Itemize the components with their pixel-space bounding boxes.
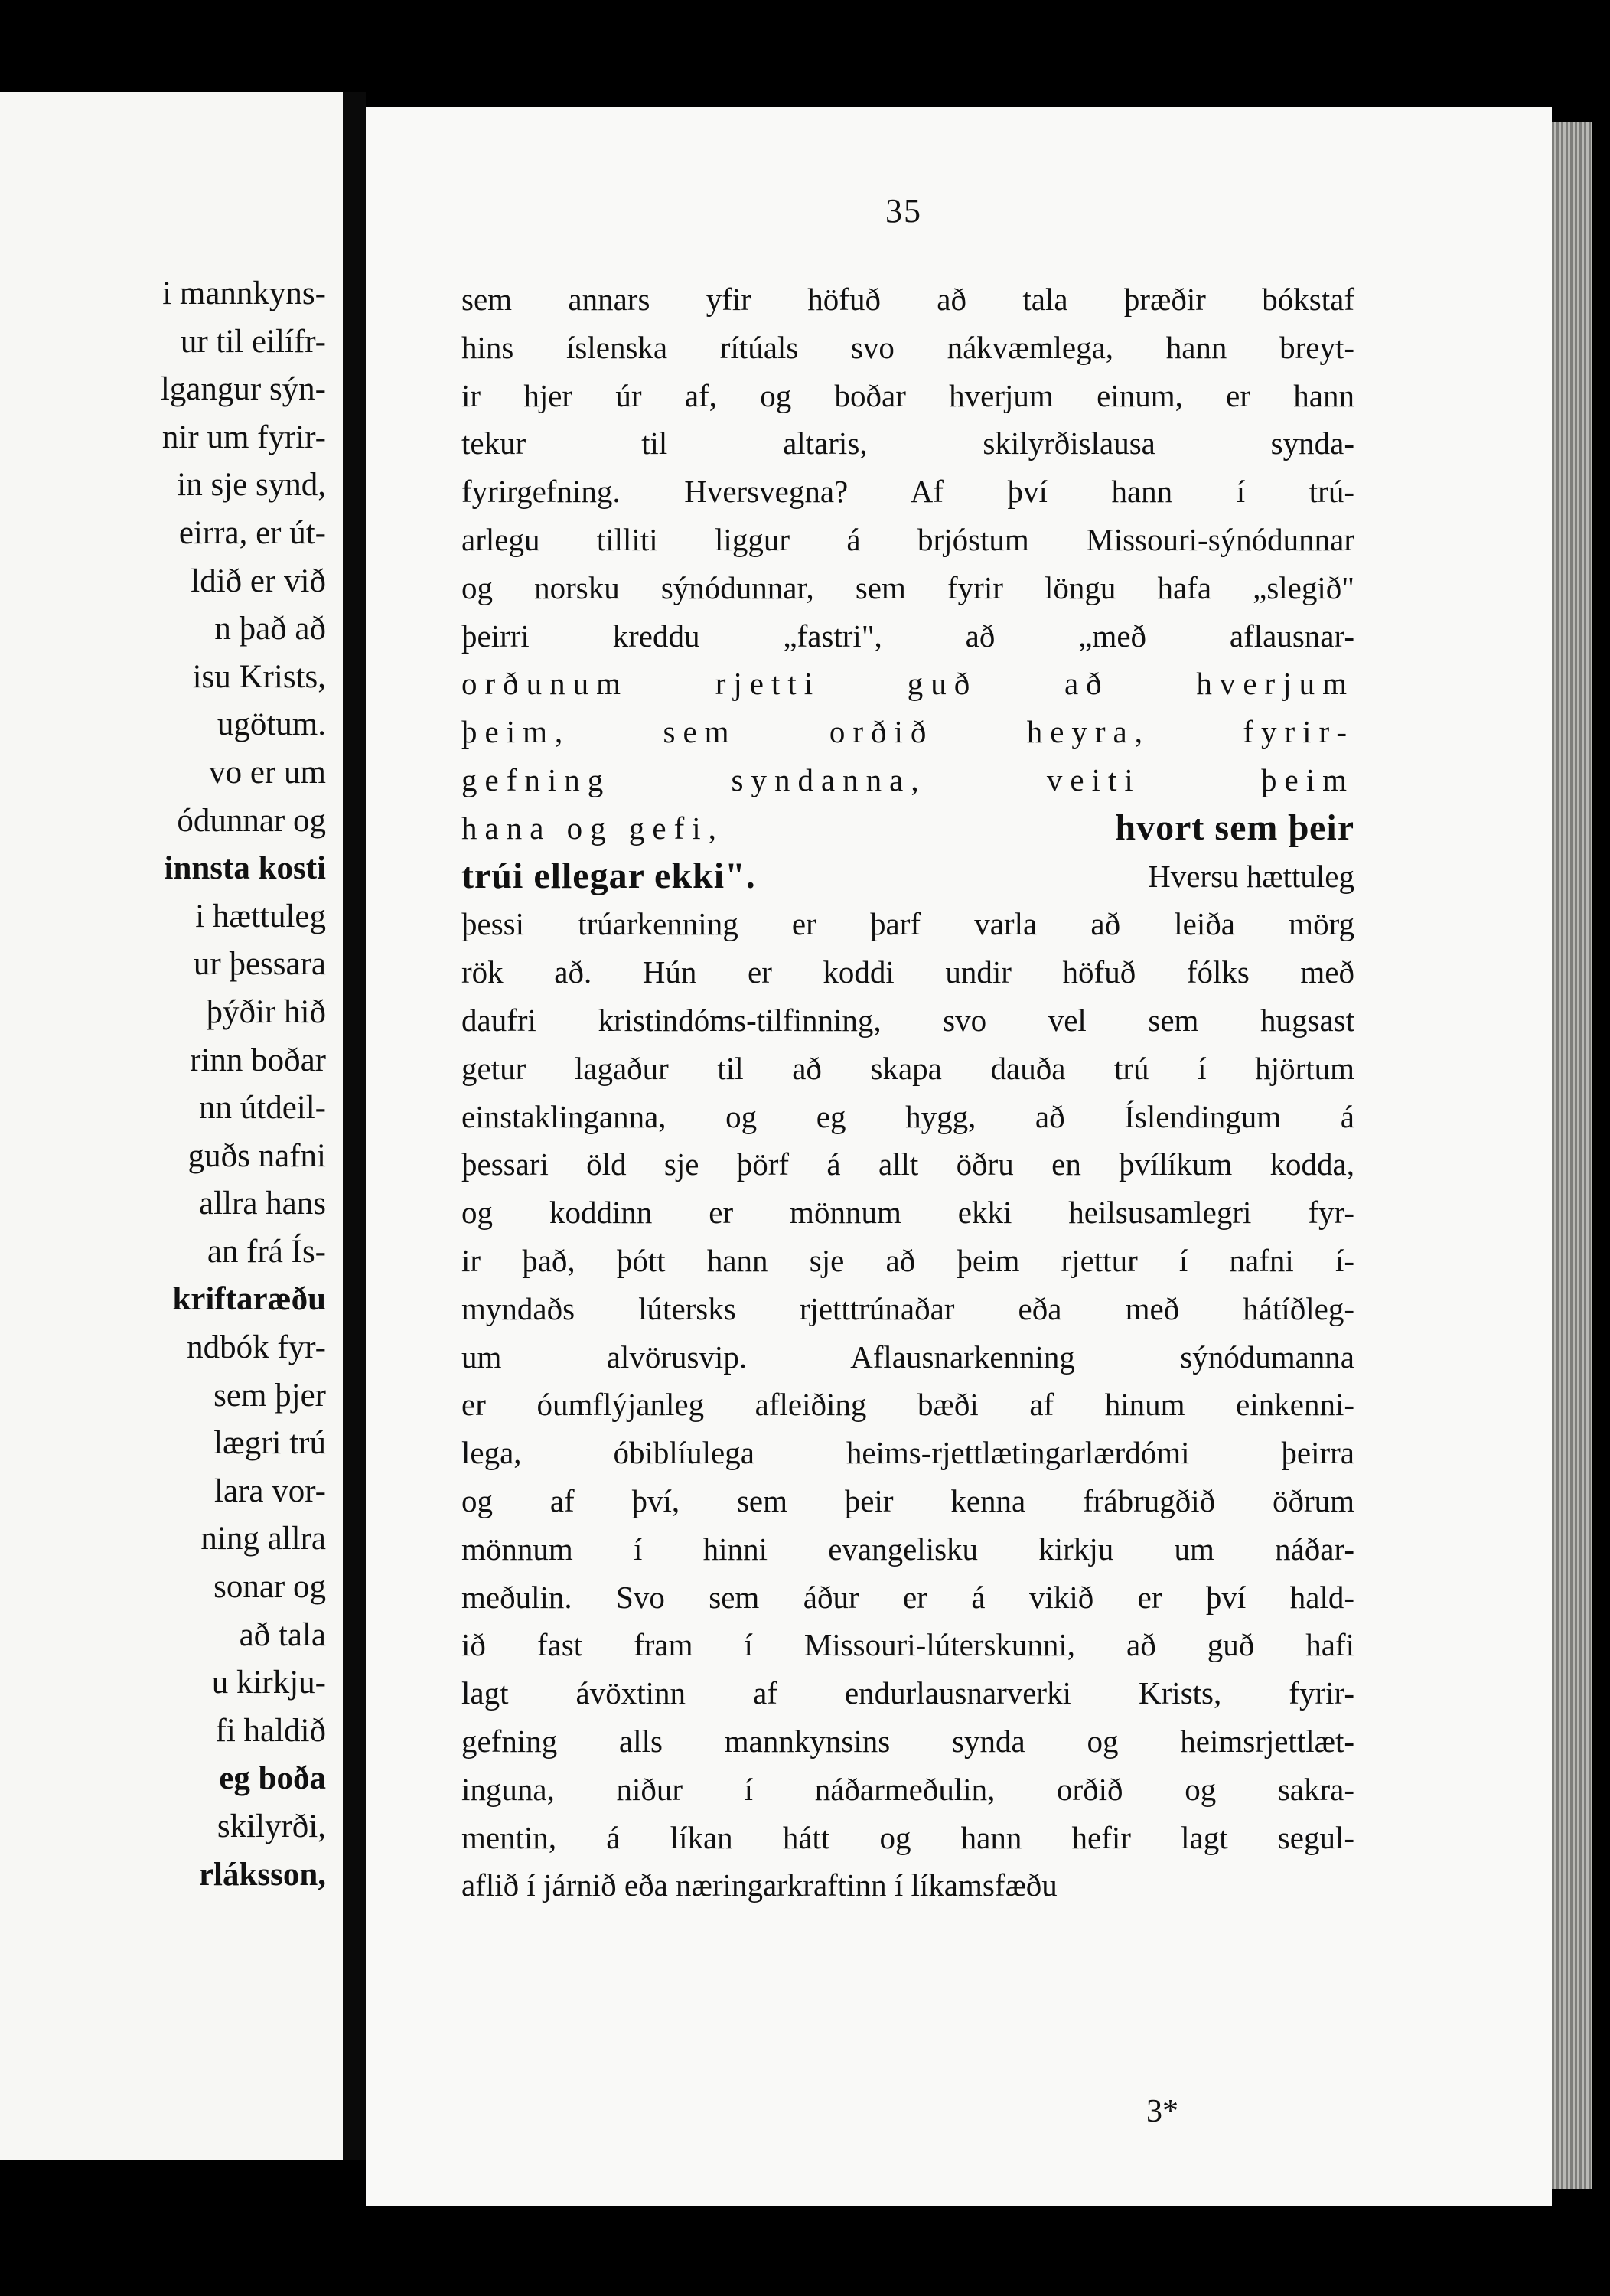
left-page-line: guðs nafni — [187, 1137, 326, 1174]
regular-phrase: Hversu hættuleg — [1148, 858, 1354, 894]
text-line: einstaklinganna, og eg hygg, að Íslendingum á — [461, 1098, 1354, 1134]
left-page-line: nn útdeil- — [199, 1090, 326, 1127]
text-line-mixed — [461, 804, 1354, 853]
left-page-line: ning allra — [200, 1521, 326, 1557]
left-page-line: lgangur sýn- — [160, 371, 326, 408]
left-page-line: sem þjer — [213, 1377, 326, 1414]
text-line: ir hjer úr af, og boðar hverjum einum, er hann — [461, 377, 1354, 413]
text-line: og koddinn er mönnum ekki heilsusamlegri fyr- — [461, 1195, 1354, 1231]
text-line: arlegu tilliti liggur á brjóstum Missouri-sýnódunnar — [461, 521, 1354, 557]
text-line: aflið í járnið eða næringarkraftinn í líkamsfæðu — [461, 1867, 1058, 1903]
left-page-line: ldið er við — [191, 563, 326, 599]
text-line: lagt ávöxtinn af endurlausnarverki Krists, fyrir- — [461, 1675, 1354, 1711]
text-line: tekur til altaris, skilyrðislausa synda- — [461, 426, 1354, 461]
page-body-text — [461, 276, 1354, 1910]
text-line: þeirri kreddu „fastri", að „með aflausnar- — [461, 618, 1354, 654]
left-page-line: að tala — [239, 1616, 326, 1653]
left-page-line: an frá Ís- — [207, 1233, 326, 1270]
text-line: er óumflýjanleg afleiðing bæði af hinum einkenni- — [461, 1387, 1354, 1423]
text-line: rök að. Hún er koddi undir höfuð fólks með — [461, 954, 1354, 990]
left-page-line: i mannkyns- — [162, 276, 326, 311]
text-line: inguna, niður í náðarmeðulin, orðið og sakra- — [461, 1771, 1354, 1807]
left-page-line: allra hans — [199, 1186, 326, 1222]
text-line: ir það, þótt hann sje að þeim rjettur í nafni í- — [461, 1242, 1354, 1278]
left-page-line: n það að — [214, 611, 326, 647]
text-line-spaced: gefning syndanna, veiti þeim — [461, 762, 1354, 797]
left-page-line: rinn boðar — [190, 1042, 326, 1078]
bold-phrase: hvort sem þeir — [1115, 807, 1354, 848]
text-line: og norsku sýnódunnar, sem fyrir löngu hafa „slegið" — [461, 569, 1354, 605]
left-page-line: in sje synd, — [177, 467, 326, 504]
left-page-line: isu Krists, — [192, 658, 326, 695]
text-line: hins íslenska rítúals svo nákvæmlega, hann breyt- — [461, 329, 1354, 365]
spaced-phrase: hana og gefi, — [461, 810, 724, 846]
left-page-line: ur þessara — [193, 946, 326, 983]
left-page-line: rláksson, — [198, 1856, 326, 1893]
left-page-line: ódunnar og — [177, 802, 326, 839]
bold-phrase: trúi ellegar ekki". — [461, 855, 756, 896]
left-page-line: i hættuleg — [195, 898, 326, 934]
left-page-line: nir um fyrir- — [161, 419, 326, 455]
signature-mark: 3* — [1146, 2094, 1178, 2129]
left-page-line: eg boða — [219, 1760, 326, 1797]
text-line: ið fast fram í Missouri-lúterskunni, að guð hafi — [461, 1627, 1354, 1663]
text-line: lega, óbiblíulega heims-rjettlætingarlærdómi þeirra — [461, 1435, 1354, 1471]
text-line: mönnum í hinni evangelisku kirkju um náðar- — [461, 1531, 1354, 1567]
left-page-line: vo er um — [209, 754, 326, 791]
left-page-line: eirra, er út- — [178, 514, 326, 551]
left-page-line: ndbók fyr- — [187, 1329, 326, 1366]
left-page-line: ugötum. — [217, 706, 326, 743]
text-line: þessari öld sje þörf á allt öðru en þvílíkum kodda, — [461, 1146, 1354, 1182]
text-line: um alvörusvip. Aflausnarkenning sýnódumanna — [461, 1339, 1354, 1375]
text-line: myndaðs lútersks rjetttrúnaðar eða með hátíðleg- — [461, 1290, 1354, 1326]
page-edge-stack — [1552, 122, 1592, 2189]
left-page-line: innsta kosti — [164, 850, 326, 887]
text-line: sem annars yfir höfuð að tala þræðir bókstaf — [461, 282, 1354, 317]
left-page-line: fi haldið — [215, 1712, 326, 1749]
left-page-line: þýðir hið — [206, 993, 326, 1030]
text-line: mentin, á líkan hátt og hann hefir lagt segul- — [461, 1819, 1354, 1855]
text-line: gefning alls mannkynsins synda og heimsrjettlæt- — [461, 1723, 1354, 1759]
page-number: 35 — [885, 192, 922, 230]
text-line-mixed — [461, 853, 1354, 901]
text-line-spaced: þeim, sem orðið heyra, fyrir- — [461, 714, 1354, 750]
left-page-line: lara vor- — [214, 1473, 326, 1509]
text-line: daufri kristindóms-tilfinning, svo vel sem hugsast — [461, 1002, 1354, 1038]
previous-page-text — [0, 270, 326, 1899]
text-line: fyrirgefning. Hversvegna? Af því hann í trú- — [461, 474, 1354, 510]
left-page-line: u kirkju- — [211, 1665, 326, 1701]
text-line: þessi trúarkenning er þarf varla að leiða mörg — [461, 906, 1354, 942]
left-page-line: kriftaræðu — [172, 1281, 326, 1318]
left-page-line: sonar og — [213, 1569, 326, 1606]
previous-page-fragment — [0, 92, 343, 2160]
text-line: meðulin. Svo sem áður er á vikið er því hald- — [461, 1579, 1354, 1615]
text-line: og af því, sem þeir kenna frábrugðið öðrum — [461, 1482, 1354, 1518]
book-gutter — [343, 92, 366, 2160]
text-line: getur lagaður til að skapa dauða trú í hjörtum — [461, 1050, 1354, 1086]
text-line-spaced: orðunum rjetti guð að hverjum — [461, 666, 1354, 702]
left-page-line: skilyrði, — [217, 1808, 326, 1844]
left-page-line: lægri trú — [213, 1425, 326, 1462]
left-page-line: ur til eilífr- — [180, 323, 326, 360]
